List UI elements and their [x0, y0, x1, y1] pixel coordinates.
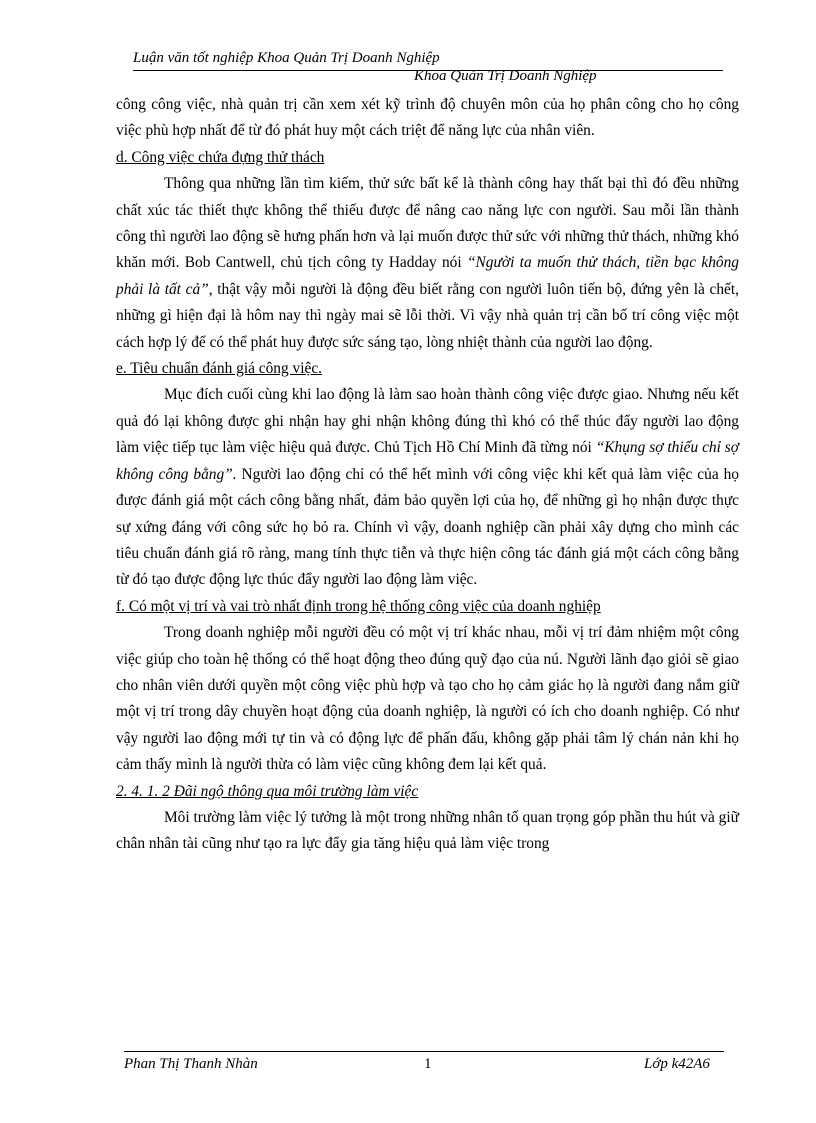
footer-rule [124, 1051, 724, 1052]
paragraph-e-text-end: Người lao động chỉ có thể hết mình với công việc khi kết quả làm việc của họ được đánh giá một cách công bằng nhất, đảm bảo quyền lợi của họ, để những gì họ nhận được thực sự xứng đáng với công sức họ bỏ ra. Chính vì vậy, doanh nghiệp cần phải xây dựng cho mình các tiêu chuẩn đánh giá rõ ràng, mang tính thực tiễn và thực hiện công tác đánh giá một cách công bằng từ đó tạo được động lực thúc đẩy người lao động làm việc. [116, 465, 739, 589]
paragraph-d-text: Thông qua những lần tìm kiếm, thử sức bất kể là thành công hay thất bại thì đó đều những chất xúc tác thiết thực không thể thiếu được để nâng cao năng lực con người. Sau mỗi lần thành công thì người lao động sẽ hưng phấn hơn và lại muốn được thử sức với những thử thách, những khó khăn mới. Bob Cantwell, chủ tịch công ty Hadday nói [116, 175, 739, 272]
heading-2412: 2. 4. 1. 2 Đãi ngộ thông qua môi trường làm việc [116, 782, 419, 800]
paragraph-e-text: Mục đích cuối cùng khi lao động là làm sao hoàn thành công việc được giao. Nhưng nếu kết quả đó lại không được ghi nhận hay ghi nhận không đúng thì khó có thể thúc đẩy người lao động làm việc tiếp tục làm việc hiệu quả được. Chủ Tịch Hồ Chí Minh đã từng nói [116, 386, 739, 457]
quote-e: “Khụng sợ thiếu chỉ sợ không công bằng”. [116, 439, 739, 483]
footer-author: Phan Thị Thanh Nhàn [124, 1056, 258, 1072]
page-number: 1 [424, 1056, 432, 1072]
header-title: Luận văn tốt nghiệp Khoa Quản Trị Doanh Nghiệp [133, 50, 440, 66]
paragraph-e [116, 382, 739, 593]
paragraph-intro: công công việc, nhà quản trị cần xem xét kỹ trình độ chuyên môn của họ phân công cho họ công việc phù hợp nhất để từ đó phát huy một cách triệt để năng lực của nhân viên. [116, 96, 739, 140]
paragraph-2412: Môi trường làm việc lý tưởng là một trong những nhân tố quan trọng góp phần thu hút và giữ chân nhân tài cũng như tạo ra lực đẩy gia tăng hiệu quả làm việc trong [116, 808, 739, 853]
quote-d: “Người ta muốn thử thách, tiền bạc không phải là tất cả” [116, 254, 739, 298]
footer-class: Lớp k42A6 [644, 1056, 710, 1072]
paragraph-d-text-end: , thật vậy mỗi người là động đều biết rằng con người luôn tiến bộ, đứng yên là chết, những gì hiện đại là hôm nay thì ngày mai sẽ lỗi thời. Vì vậy nhà quản trị cần bố trí công việc một cách hợp lý để có thể phát huy được sức sáng tạo, lòng nhiệt thành của người lao động. [116, 280, 739, 351]
heading-e: e. Tiêu chuẩn đánh giá công việc. [116, 360, 323, 378]
paragraph-f: Trong doanh nghiệp mỗi người đều có một vị trí khác nhau, mỗi vị trí đảm nhiệm một công việc giúp cho toàn hệ thống có thể hoạt động theo đúng quỹ đạo của nú. Người lãnh đạo giỏi sẽ giao cho nhân viên dưới quyền một công việc phù hợp và tạo cho họ cảm giác họ là người đang nắm giữ một vị trí trong dây chuyền hoạt động của doanh nghiệp, là người có ích cho doanh nghiệp. Có như vậy người lao động mới tự tin và có động lực để phấn đấu, không gặp phải tâm lý chán nản khi họ cảm thấy mình là người thừa có làm việc cũng không đem lại kết quả. [116, 624, 739, 774]
header-subtitle: Khoa Quản Trị Doanh Nghiệp [414, 68, 597, 84]
page-body [116, 92, 739, 858]
paragraph-d [116, 171, 739, 356]
heading-d: d. Công việc chứa đựng thử thách [116, 148, 325, 166]
heading-f: f. Có một vị trí và vai trò nhất định trong hệ thống công việc của doanh nghiệp [116, 597, 601, 615]
